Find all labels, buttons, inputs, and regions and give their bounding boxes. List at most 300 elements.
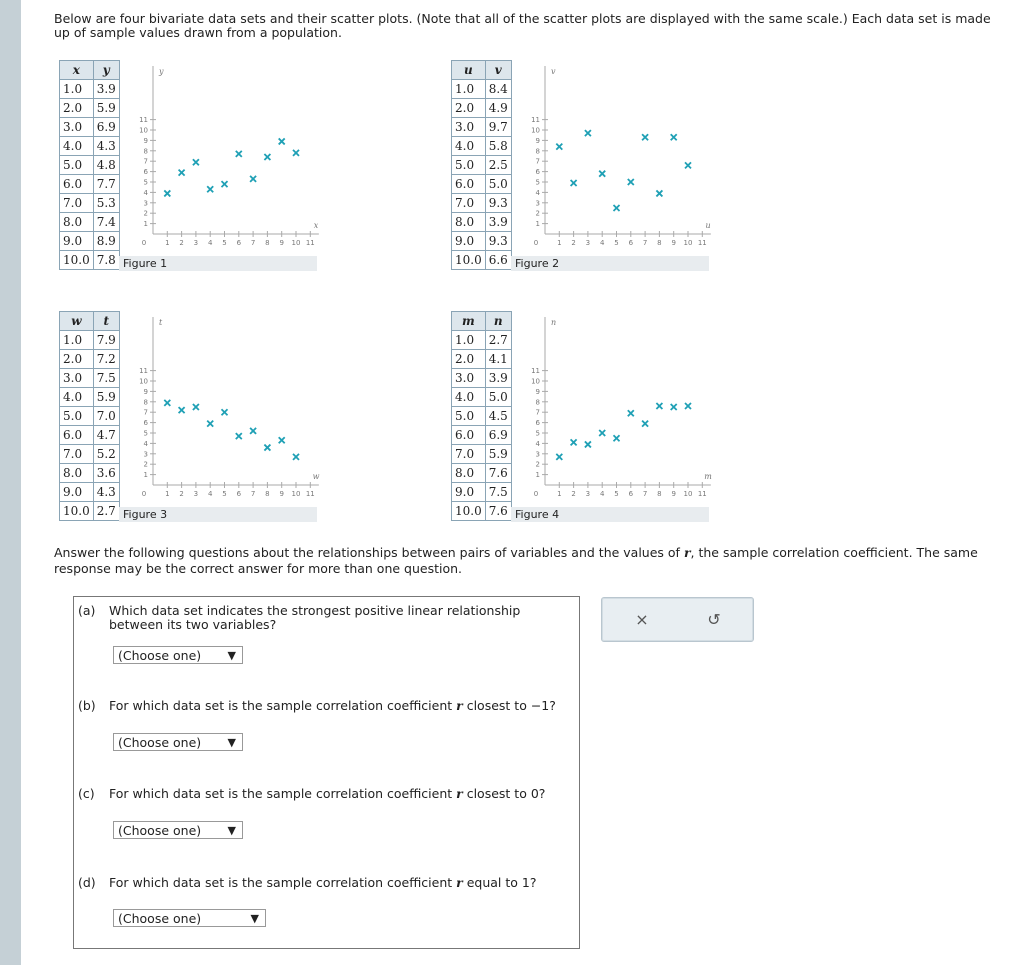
- table-row: [60, 331, 120, 350]
- y-tick-label: 1: [143, 220, 148, 229]
- x-tick-label: 4: [207, 239, 213, 247]
- y-tick-label: 10: [139, 377, 148, 386]
- y-tick-label: 5: [535, 178, 540, 187]
- dropdown-arrow-icon: ▼: [250, 912, 259, 925]
- table-row: [452, 156, 512, 175]
- table-row: [60, 194, 120, 213]
- data-point: [236, 151, 242, 157]
- table-cell: 7.6: [485, 464, 511, 483]
- table-row: [60, 426, 120, 445]
- data-point: [642, 134, 648, 140]
- table-cell: 5.0: [485, 388, 511, 407]
- table-cell: 2.7: [485, 331, 511, 350]
- table-cell: 5.0: [60, 156, 94, 175]
- table-cell: 7.8: [93, 251, 119, 270]
- reset-icon[interactable]: ↺: [707, 610, 721, 629]
- table-cell: 8.0: [452, 213, 486, 232]
- table-cell: 7.0: [60, 194, 94, 213]
- table-row: [452, 118, 512, 137]
- y-tick-label: 4: [143, 439, 148, 448]
- y-tick-label: 7: [143, 157, 148, 166]
- table-row: [60, 175, 120, 194]
- table-cell: 2.0: [452, 350, 486, 369]
- y-tick-label: 6: [535, 168, 540, 177]
- column-header: x: [60, 61, 94, 80]
- data-point: [236, 433, 242, 439]
- data-point: [264, 445, 270, 451]
- table-cell: 5.2: [93, 445, 119, 464]
- figure-2: [451, 60, 711, 274]
- table-row: [60, 137, 120, 156]
- data-point: [164, 190, 170, 196]
- question-text: For which data set is the sample correlation coefficient r closest to 0?: [109, 786, 546, 801]
- y-tick-label: 9: [535, 387, 540, 396]
- table-cell: 9.7: [485, 118, 511, 137]
- x-tick-label: 8: [265, 239, 270, 247]
- table-cell: 6.9: [93, 118, 119, 137]
- x-tick-label: 10: [683, 239, 693, 247]
- y-tick-label: 5: [143, 178, 148, 187]
- table-cell: 3.0: [452, 369, 486, 388]
- x-tick-label: 8: [657, 239, 662, 247]
- x-axis-label: m: [704, 472, 712, 481]
- table-cell: 6.6: [485, 251, 511, 270]
- data-point: [250, 428, 256, 434]
- table-row: [60, 350, 120, 369]
- x-axis-label: x: [313, 221, 319, 230]
- table-row: [452, 388, 512, 407]
- table-cell: 5.0: [452, 407, 486, 426]
- y-tick-label: 8: [143, 398, 148, 407]
- data-point: [585, 441, 591, 447]
- table-cell: 4.1: [485, 350, 511, 369]
- x-tick-label: 3: [193, 490, 199, 498]
- column-header: y: [93, 61, 119, 80]
- y-tick-label: 11: [139, 367, 148, 376]
- y-tick-label: 7: [143, 408, 148, 417]
- table-cell: 2.7: [93, 502, 119, 521]
- column-header: m: [452, 312, 486, 331]
- y-axis-label: v: [551, 67, 556, 76]
- table-cell: 6.0: [452, 426, 486, 445]
- data-point: [207, 421, 213, 427]
- table-row: [452, 175, 512, 194]
- y-tick-label: 1: [535, 220, 540, 229]
- x-tick-label: 1: [165, 239, 170, 247]
- data-point: [642, 421, 648, 427]
- x-tick-label: 9: [279, 490, 284, 498]
- data-point: [293, 150, 299, 156]
- data-point: [671, 134, 677, 140]
- figure-caption: Figure 4: [511, 507, 709, 522]
- question-text: For which data set is the sample correlation coefficient r equal to 1?: [109, 875, 537, 890]
- table-cell: 3.6: [93, 464, 119, 483]
- question-label: (d): [78, 875, 96, 890]
- table-row: [60, 99, 120, 118]
- question-label: (b): [78, 698, 96, 713]
- table-cell: 10.0: [60, 251, 94, 270]
- data-table: [451, 60, 512, 270]
- y-tick-label: 2: [143, 460, 148, 469]
- x-tick-label: 11: [697, 239, 707, 247]
- table-cell: 7.4: [93, 213, 119, 232]
- data-point: [279, 437, 285, 443]
- x-tick-label: 3: [585, 239, 591, 247]
- data-point: [293, 454, 299, 460]
- data-point: [656, 190, 662, 196]
- table-cell: 9.0: [60, 483, 94, 502]
- table-row: [452, 232, 512, 251]
- y-tick-label: 6: [535, 419, 540, 428]
- table-row: [60, 407, 120, 426]
- x-axis-label: u: [705, 221, 711, 230]
- answer-tools-panel: [601, 597, 754, 642]
- y-axis-label: n: [551, 318, 557, 327]
- data-point: [628, 410, 634, 416]
- origin-label: 0: [533, 490, 539, 498]
- y-tick-label: 4: [143, 188, 148, 197]
- column-header: t: [93, 312, 119, 331]
- table-row: [60, 502, 120, 521]
- y-tick-label: 6: [143, 419, 148, 428]
- data-point: [599, 430, 605, 436]
- table-row: [452, 251, 512, 270]
- x-tick-label: 4: [599, 239, 605, 247]
- question-label: (a): [78, 603, 96, 618]
- origin-label: 0: [141, 490, 147, 498]
- data-point: [614, 205, 620, 211]
- y-tick-label: 8: [535, 398, 540, 407]
- table-cell: 10.0: [452, 502, 486, 521]
- x-tick-label: 6: [236, 239, 242, 247]
- table-cell: 4.7: [93, 426, 119, 445]
- y-tick-label: 10: [531, 377, 540, 386]
- data-point: [571, 180, 577, 186]
- y-tick-label: 5: [143, 429, 148, 438]
- data-point: [556, 144, 562, 150]
- y-tick-label: 7: [535, 408, 540, 417]
- x-tick-label: 7: [250, 239, 256, 247]
- x-tick-label: 5: [222, 490, 227, 498]
- y-tick-label: 2: [143, 209, 148, 218]
- data-point: [685, 162, 691, 168]
- table-row: [60, 483, 120, 502]
- data-point: [571, 439, 577, 445]
- y-tick-label: 11: [139, 116, 148, 125]
- table-cell: 7.5: [93, 369, 119, 388]
- y-tick-label: 9: [143, 387, 148, 396]
- table-row: [452, 464, 512, 483]
- scatter-plot: [513, 313, 712, 498]
- table-cell: 8.0: [452, 464, 486, 483]
- table-cell: 7.0: [93, 407, 119, 426]
- scatter-plot: [513, 62, 711, 247]
- figure-caption: Figure 2: [511, 256, 709, 271]
- y-tick-label: 1: [535, 471, 540, 480]
- y-tick-label: 3: [143, 199, 148, 208]
- x-tick-label: 11: [305, 490, 315, 498]
- x-tick-label: 3: [585, 490, 591, 498]
- table-cell: 7.0: [60, 445, 94, 464]
- table-row: [452, 502, 512, 521]
- data-point: [671, 404, 677, 410]
- table-row: [452, 426, 512, 445]
- table-cell: 8.4: [485, 80, 511, 99]
- column-header: n: [485, 312, 511, 331]
- y-tick-label: 2: [535, 460, 540, 469]
- data-point: [628, 179, 634, 185]
- table-row: [452, 137, 512, 156]
- y-tick-label: 11: [531, 367, 540, 376]
- x-tick-label: 11: [305, 239, 315, 247]
- table-row: [452, 350, 512, 369]
- data-point: [614, 435, 620, 441]
- table-cell: 6.0: [60, 175, 94, 194]
- y-tick-label: 9: [535, 136, 540, 145]
- scatter-plot: [121, 313, 320, 498]
- table-cell: 5.0: [485, 175, 511, 194]
- x-tick-label: 2: [179, 239, 184, 247]
- x-tick-label: 3: [193, 239, 199, 247]
- x-tick-label: 8: [657, 490, 662, 498]
- table-cell: 1.0: [452, 80, 486, 99]
- table-row: [60, 80, 120, 99]
- x-tick-label: 5: [222, 239, 227, 247]
- table-cell: 2.5: [485, 156, 511, 175]
- y-tick-label: 4: [535, 188, 540, 197]
- data-point: [193, 159, 199, 165]
- question-d: [78, 876, 578, 936]
- table-cell: 8.9: [93, 232, 119, 251]
- y-tick-label: 8: [535, 147, 540, 156]
- table-cell: 1.0: [452, 331, 486, 350]
- data-point: [585, 130, 591, 136]
- table-cell: 4.0: [60, 388, 94, 407]
- questions-panel: [73, 596, 580, 949]
- data-point: [264, 154, 270, 160]
- table-cell: 1.0: [60, 80, 94, 99]
- origin-label: 0: [533, 239, 539, 247]
- clear-icon[interactable]: ×: [635, 610, 649, 629]
- x-tick-label: 8: [265, 490, 270, 498]
- scatter-plot: [121, 62, 319, 247]
- answer-c-select[interactable]: (Choose one) ▼: [113, 821, 243, 839]
- table-cell: 6.9: [485, 426, 511, 445]
- table-cell: 1.0: [60, 331, 94, 350]
- table-cell: 8.0: [60, 213, 94, 232]
- table-cell: 9.0: [452, 232, 486, 251]
- data-point: [222, 409, 228, 415]
- x-tick-label: 5: [614, 239, 619, 247]
- x-tick-label: 9: [671, 239, 676, 247]
- table-cell: 6.0: [452, 175, 486, 194]
- intro-text: Below are four bivariate data sets and their scatter plots. (Note that all of the scatter plots are displayed with the same scale.) Each data set is made up of sample values drawn from a population.: [54, 11, 991, 40]
- x-tick-label: 11: [697, 490, 707, 498]
- x-tick-label: 2: [571, 490, 576, 498]
- table-cell: 9.0: [60, 232, 94, 251]
- x-tick-label: 7: [250, 490, 256, 498]
- x-tick-label: 1: [557, 490, 562, 498]
- column-header: u: [452, 61, 486, 80]
- x-axis-label: w: [312, 472, 320, 481]
- left-sidebar-strip: [0, 0, 21, 965]
- question-label: (c): [78, 786, 95, 801]
- table-row: [60, 464, 120, 483]
- table-cell: 7.0: [452, 194, 486, 213]
- table-cell: 4.3: [93, 483, 119, 502]
- x-tick-label: 6: [236, 490, 242, 498]
- question-b: [78, 699, 578, 759]
- data-point: [656, 403, 662, 409]
- data-point: [279, 138, 285, 144]
- answer-b-select[interactable]: (Choose one) ▼: [113, 733, 243, 751]
- table-cell: 7.6: [485, 502, 511, 521]
- table-cell: 3.9: [485, 213, 511, 232]
- y-tick-label: 7: [535, 157, 540, 166]
- table-cell: 4.0: [452, 137, 486, 156]
- x-tick-label: 1: [557, 239, 562, 247]
- table-row: [452, 80, 512, 99]
- dropdown-arrow-icon: ▼: [227, 649, 236, 662]
- table-cell: 7.2: [93, 350, 119, 369]
- table-cell: 3.0: [60, 118, 94, 137]
- table-cell: 5.9: [485, 445, 511, 464]
- table-row: [452, 369, 512, 388]
- table-row: [60, 445, 120, 464]
- x-tick-label: 10: [291, 239, 301, 247]
- data-table: [59, 60, 120, 270]
- figure-caption: Figure 1: [119, 256, 317, 271]
- answer-d-select[interactable]: (Choose one) ▼: [113, 909, 266, 927]
- table-cell: 4.9: [485, 99, 511, 118]
- table-cell: 3.9: [485, 369, 511, 388]
- table-row: [60, 156, 120, 175]
- table-row: [60, 118, 120, 137]
- table-row: [452, 213, 512, 232]
- origin-label: 0: [141, 239, 147, 247]
- y-tick-label: 3: [535, 199, 540, 208]
- data-point: [207, 186, 213, 192]
- table-cell: 4.0: [452, 388, 486, 407]
- x-tick-label: 4: [207, 490, 213, 498]
- table-cell: 8.0: [60, 464, 94, 483]
- x-tick-label: 9: [279, 239, 284, 247]
- table-cell: 5.9: [93, 388, 119, 407]
- table-cell: 4.3: [93, 137, 119, 156]
- table-row: [60, 369, 120, 388]
- table-cell: 9.3: [485, 194, 511, 213]
- table-cell: 5.0: [60, 407, 94, 426]
- question-c: [78, 787, 578, 847]
- data-point: [179, 407, 185, 413]
- table-cell: 9.3: [485, 232, 511, 251]
- y-tick-label: 10: [531, 126, 540, 135]
- data-table: [451, 311, 512, 521]
- y-tick-label: 8: [143, 147, 148, 156]
- y-tick-label: 3: [143, 450, 148, 459]
- y-axis-label: t: [159, 318, 163, 327]
- x-tick-label: 2: [179, 490, 184, 498]
- table-cell: 3.9: [93, 80, 119, 99]
- data-table: [59, 311, 120, 521]
- table-cell: 3.0: [452, 118, 486, 137]
- question-a: [78, 604, 578, 674]
- x-tick-label: 1: [165, 490, 170, 498]
- table-cell: 5.9: [93, 99, 119, 118]
- y-tick-label: 10: [139, 126, 148, 135]
- table-cell: 2.0: [60, 99, 94, 118]
- data-point: [222, 181, 228, 187]
- table-cell: 3.0: [60, 369, 94, 388]
- column-header: v: [485, 61, 511, 80]
- table-row: [452, 483, 512, 502]
- question-text: Which data set indicates the strongest positive linear relationship between its two variables?: [109, 603, 521, 632]
- answer-instructions: Answer the following questions about the relationships between pairs of variables and the values of r, the sample correlation coefficient. The same response may be the correct answer for more than one question.: [54, 545, 978, 576]
- table-cell: 5.3: [93, 194, 119, 213]
- table-cell: 7.9: [93, 331, 119, 350]
- x-tick-label: 6: [628, 490, 634, 498]
- y-tick-label: 1: [143, 471, 148, 480]
- table-cell: 2.0: [452, 99, 486, 118]
- table-row: [452, 407, 512, 426]
- figure-caption: Figure 3: [119, 507, 317, 522]
- table-row: [60, 251, 120, 270]
- table-cell: 2.0: [60, 350, 94, 369]
- data-point: [164, 400, 170, 406]
- table-cell: 7.0: [452, 445, 486, 464]
- table-cell: 6.0: [60, 426, 94, 445]
- x-tick-label: 10: [683, 490, 693, 498]
- y-tick-label: 3: [535, 450, 540, 459]
- table-cell: 10.0: [60, 502, 94, 521]
- y-tick-label: 5: [535, 429, 540, 438]
- x-tick-label: 2: [571, 239, 576, 247]
- y-tick-label: 6: [143, 168, 148, 177]
- y-tick-label: 11: [531, 116, 540, 125]
- table-row: [60, 388, 120, 407]
- table-cell: 5.0: [452, 156, 486, 175]
- dropdown-arrow-icon: ▼: [227, 736, 236, 749]
- x-tick-label: 7: [642, 239, 648, 247]
- table-row: [452, 99, 512, 118]
- y-axis-label: y: [159, 67, 164, 76]
- x-tick-label: 7: [642, 490, 648, 498]
- figure-1: [59, 60, 319, 274]
- table-cell: 10.0: [452, 251, 486, 270]
- data-point: [250, 176, 256, 182]
- table-cell: 4.0: [60, 137, 94, 156]
- column-header: w: [60, 312, 94, 331]
- table-row: [60, 232, 120, 251]
- table-row: [60, 213, 120, 232]
- table-row: [452, 331, 512, 350]
- data-point: [599, 171, 605, 177]
- figure-3: [59, 311, 320, 525]
- dropdown-arrow-icon: ▼: [227, 824, 236, 837]
- x-tick-label: 6: [628, 239, 634, 247]
- question-text: For which data set is the sample correlation coefficient r closest to −1?: [109, 698, 556, 713]
- table-cell: 4.8: [93, 156, 119, 175]
- table-cell: 7.5: [485, 483, 511, 502]
- x-tick-label: 10: [291, 490, 301, 498]
- answer-a-select[interactable]: (Choose one) ▼: [113, 646, 243, 664]
- y-tick-label: 4: [535, 439, 540, 448]
- table-row: [452, 445, 512, 464]
- table-row: [452, 194, 512, 213]
- data-point: [179, 170, 185, 176]
- data-point: [685, 403, 691, 409]
- y-tick-label: 9: [143, 136, 148, 145]
